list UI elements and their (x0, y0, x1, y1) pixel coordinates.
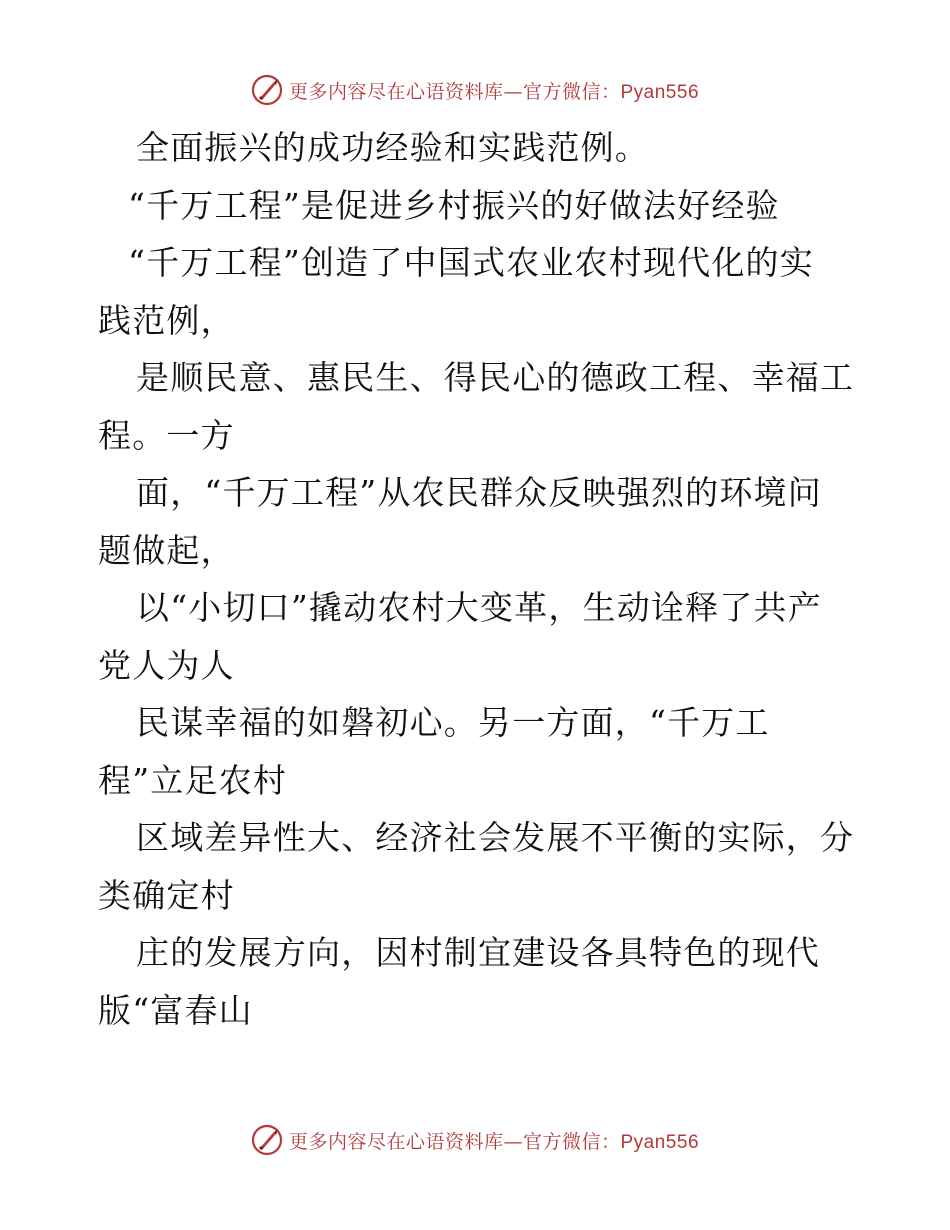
body-line: 党人为人 (98, 645, 235, 685)
header-banner (0, 70, 950, 110)
body-line: 区域差异性大、经济社会发展不平衡的实际，分 (136, 818, 855, 857)
header-wechat-id: Pyan556 (620, 81, 700, 103)
body-line: 民谋幸福的如磐初心。另一方面，“千万工 (136, 703, 770, 742)
body-line: “千万工程”是促进乡村振兴的好做法好经验 (128, 185, 780, 225)
body-line: 全面振兴的成功经验和实践范例。 (136, 128, 649, 167)
body-line: 程。一方 (98, 415, 235, 455)
body-line: 类确定村 (98, 875, 235, 915)
quill-pen-logo-icon (251, 1124, 283, 1156)
body-line: 题做起， (98, 530, 235, 570)
footer-wechat-id: Pyan556 (620, 1131, 700, 1153)
body-line: 程”立足农村 (98, 760, 288, 800)
quill-pen-logo-icon (251, 74, 283, 106)
footer-banner-text: 更多内容尽在心语资料库—官方微信：Pyan556 (288, 1130, 700, 1153)
body-line: 庄的发展方向，因村制宜建设各具特色的现代 (136, 933, 820, 972)
body-line: 以“小切口”撬动农村大变革，生动诠释了共产 (136, 588, 822, 627)
header-banner-text: 更多内容尽在心语资料库—官方微信：Pyan556 (288, 80, 700, 103)
body-line: 践范例， (98, 300, 235, 340)
body-line: 是顺民意、惠民生、得民心的德政工程、幸福工 (136, 358, 855, 397)
body-line: “千万工程”创造了中国式农业农村现代化的实 (128, 243, 814, 282)
document-body (98, 119, 858, 1039)
body-line: 面，“千万工程”从农民群众反映强烈的环境问 (136, 473, 822, 512)
footer-banner (0, 1120, 950, 1160)
body-line: 版“富春山 (98, 990, 253, 1030)
